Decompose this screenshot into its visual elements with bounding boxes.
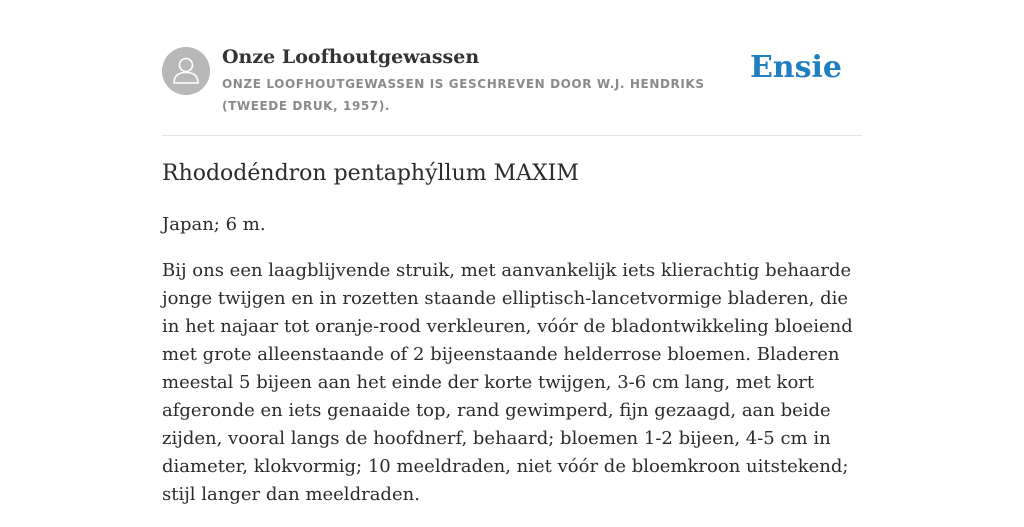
- entry-title: Rhododéndron pentaphýllum MAXIM: [162, 161, 579, 186]
- source-header: [162, 44, 862, 136]
- entry-paragraph: Bij ons een laagblijvende struik, met aanvankelijk iets klierachtig behaarde jonge twijgen en in rozetten staande elliptisch-lancetvormige bladeren, die in het najaar tot oranje-rood verkleuren, vóór de bladontwikkeling bloeiend met grote alleenstaande of 2 bijeenstaande helderrose bloemen. Bladeren meestal 5 bijeen aan het einde der korte twijgen, 3-6 cm lang, met kort afgeronde en iets genaaide top, rand gewimperd, fijn gezaagd, aan beide zijden, vooral langs de hoofdnerf, behaard; bloemen 1-2 bijeen, 4-5 cm in diameter, klokvormig; 10 meeldraden, niet vóór de bloemkroon uitstekend; stijl langer dan meeldraden.: [162, 260, 853, 505]
- entry-paragraph: Japan; 6 m.: [162, 214, 266, 235]
- entry-content: [162, 158, 862, 527]
- user-icon: [162, 47, 210, 95]
- source-description: ONZE LOOFHOUTGEWASSEN IS GESCHREVEN DOOR W.J. HENDRIKS (TWEEDE DRUK, 1957).: [222, 77, 705, 113]
- brand-logo[interactable]: Ensie: [749, 50, 842, 85]
- source-title[interactable]: Onze Loofhoutgewassen: [222, 46, 480, 68]
